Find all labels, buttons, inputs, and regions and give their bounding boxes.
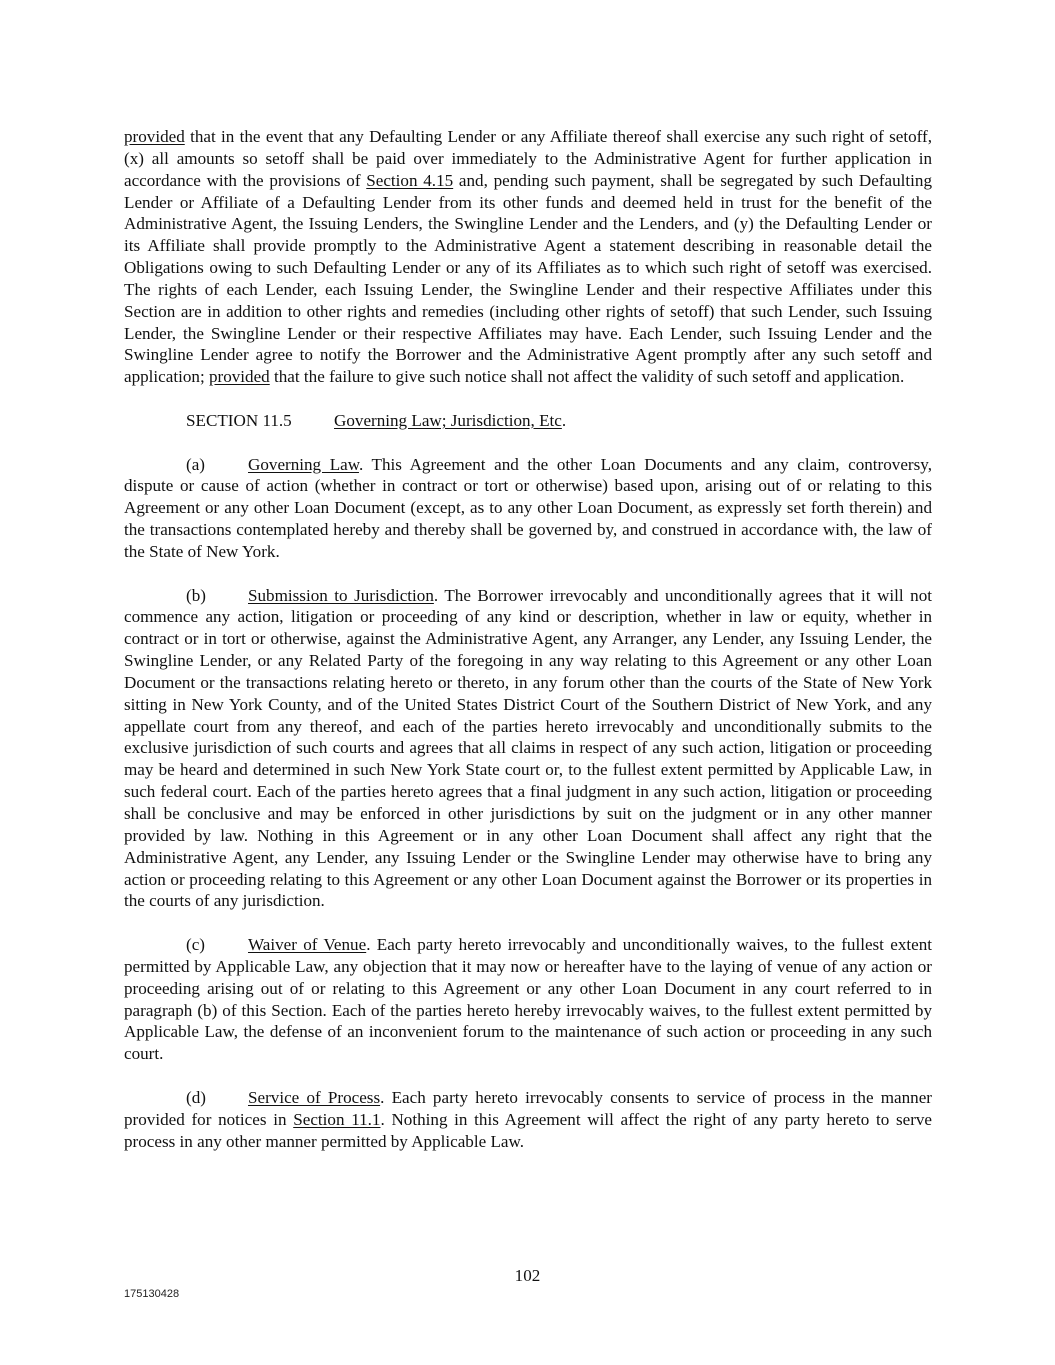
paragraph-b <box>124 585 932 913</box>
paragraph-text: that in the event that any Defaulting Lender or any Affiliate thereof shall exercise any such right of setoff, (x) all amounts so setoff shall be paid over immediately to the Administrative Agent for further application in accordance with the provisions of <box>124 127 932 190</box>
paragraph-text: This Agreement and the other Loan Documents and any claim, controversy, dispute or cause of action (whether in contract or tort or otherwise) based upon, arising out of or relating to this Agreement or any other Loan Document (except, as to any other Loan Document, as expressly set forth therein) and the transactions contemplated hereby and thereby shall be governed by, and construed in accordance with, the law of the State of New York. <box>124 454 932 561</box>
paragraph-text: Each party hereto irrevocably and unconditionally waives, to the fullest extent permitted by Applicable Law, any objection that it may now or hereafter have to the laying of venue of any action or proceeding arising out of or relating to this Agreement or any other Loan Document in any court referred to in paragraph (b) of this Section. Each of the parties hereto hereby irrevocably waives, to the fullest extent permitted by Applicable Law, the defense of an inconvenient forum to the maintenance of such action or proceeding in any such court. <box>124 935 932 1064</box>
paragraph-heading-suffix: . <box>366 935 371 955</box>
paragraph-text: and, pending such payment, shall be segregated by such Defaulting Lender or Affiliate of a Defaulting Lender from its other funds and deemed held in trust for the benefit of the Administrative Agent, the Issuing Lenders, the Swingline Lender and the Lenders, and (y) the Defaulting Lender or its Affiliate shall provide promptly to the Administrative Agent a statement describing in reasonable detail the Obligations owing to such Defaulting Lender or any of its Affiliates as to which such right of setoff was exercised. The rights of each Lender, each Issuing Lender, the Swingline Lender and their respective Affiliates under this Section are in addition to other rights and remedies (including other rights of setoff) that such Lender, such Issuing Lender, the Swingline Lender or their respective Affiliates may have. Each Lender, such Issuing Lender and the Swingline Lender agree to notify the Borrower and the Administrative Agent promptly after any such setoff and application; <box>124 170 932 387</box>
paragraph-text: The Borrower irrevocably and unconditionally agrees that it will not commence any action, litigation or proceeding of any kind or description, whether in law or equity, whether in contract or in tort or otherwise, against the Administrative Agent, any Arranger, any Lender, any Issuing Lender, the Swingline Lender, or any Related Party of the foregoing in any way relating to this Agreement or any other Loan Document or the transactions relating hereto or thereto, in any forum other than the courts of the State of New York sitting in New York County, and of the United States District Court of the Southern District of New York, and any appellate court from any thereof, and each of the parties hereto irrevocably and unconditionally submits to the exclusive jurisdiction of such courts and agrees that all claims in respect of any such action, litigation or proceeding may be heard and determined in such New York State court or, to the fullest extent permitted by Applicable Law, in such federal court. Each of the parties hereto agrees that a final judgment in any such action, litigation or proceeding shall be conclusive and may be enforced in other jurisdictions by suit on the judgment or in any other manner provided by law. Nothing in this Agreement or in any other Loan Document shall affect any right that the Administrative Agent, any Lender, any Issuing Lender or the Swingline Lender may otherwise have to bring any action or proceeding relating to this Agreement or any other Loan Document against the Borrower or its properties in the courts of any jurisdiction. <box>124 585 933 911</box>
provided-term: provided <box>208 367 270 387</box>
section-title-suffix: . <box>561 410 567 430</box>
paragraph-label: (c) <box>186 935 205 955</box>
paragraph-a <box>124 454 932 563</box>
paragraph-heading: Service of Process <box>248 1087 381 1107</box>
setoff-continuation-paragraph <box>124 126 932 388</box>
paragraph-text: Each party hereto irrevocably consents to service of process in the manner provided for notices in <box>124 1087 932 1129</box>
paragraph-c <box>124 934 932 1065</box>
document-page <box>124 126 932 1174</box>
paragraph-heading-suffix: . <box>380 1087 385 1107</box>
document-id: 175130428 <box>124 1288 180 1300</box>
section-heading <box>124 410 932 432</box>
section-title: Governing Law; Jurisdiction, Etc <box>334 410 562 430</box>
paragraph-heading-suffix: . <box>433 585 439 605</box>
paragraph-label: (a) <box>186 454 205 474</box>
paragraph-label: (d) <box>186 1087 206 1107</box>
paragraph-text: . Nothing in this Agreement will affect the right of any party hereto to serve process in any other manner permitted by Applicable Law. <box>124 1109 933 1151</box>
paragraph-heading: Waiver of Venue <box>248 935 367 955</box>
section-number: SECTION 11.5 <box>186 410 292 430</box>
section-reference-link: Section 11.1 <box>293 1109 381 1129</box>
page-number: 102 <box>514 1266 541 1285</box>
paragraph-d <box>124 1087 932 1153</box>
section-reference-link: Section 4.15 <box>366 170 454 190</box>
paragraph-heading-suffix: . <box>358 454 364 474</box>
paragraph-text: that the failure to give such notice shall not affect the validity of such setoff and application. <box>269 367 905 387</box>
provided-term: provided <box>124 127 185 146</box>
paragraph-heading: Submission to Jurisdiction <box>248 585 434 605</box>
paragraph-heading: Governing Law <box>248 454 359 474</box>
paragraph-label: (b) <box>186 585 206 605</box>
